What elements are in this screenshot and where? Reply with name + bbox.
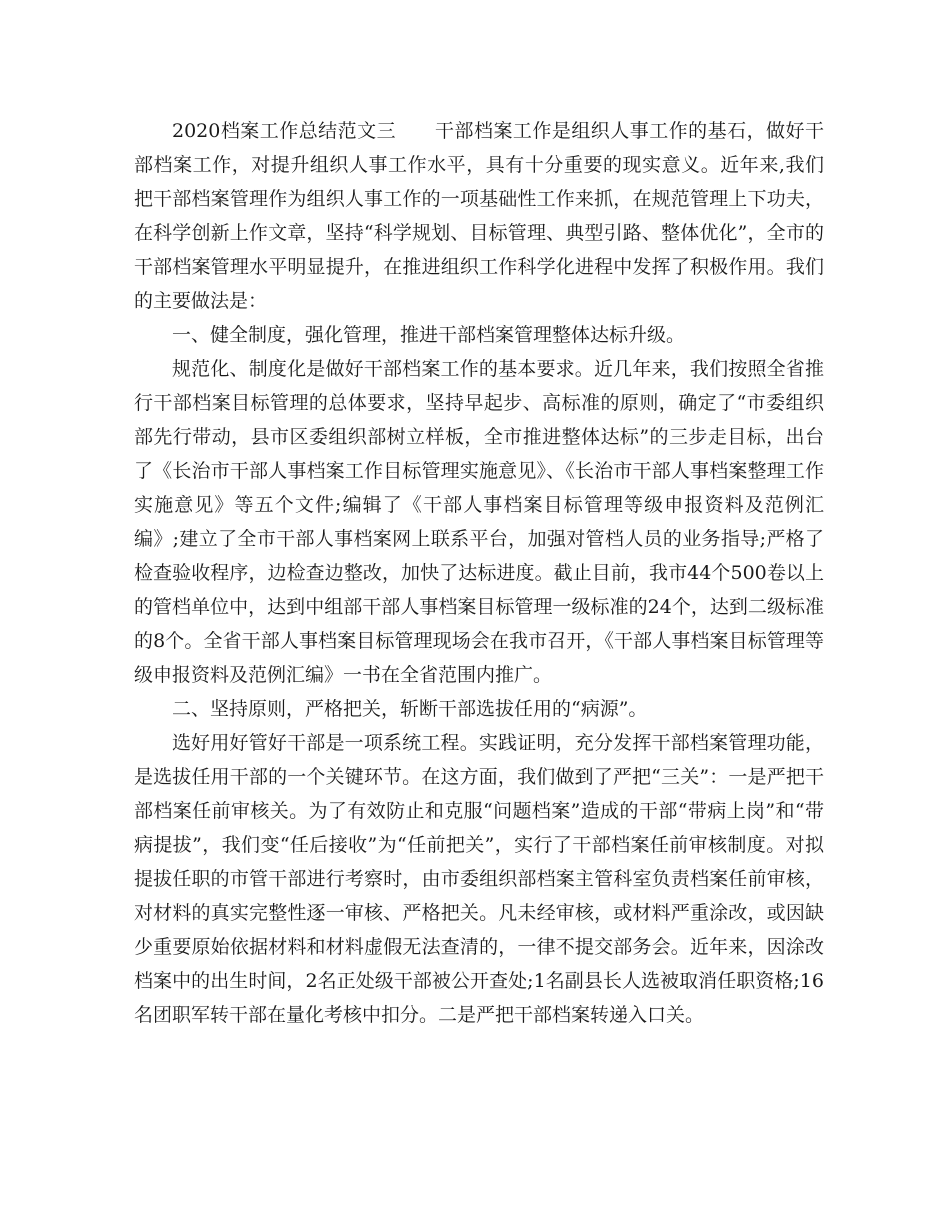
paragraph-intro: 2020档案工作总结范文三 干部档案工作是组织人事工作的基石，做好干部档案工作，对提升组织人事工作水平，具有十分重要的现实意义。近年来,我们把干部档案管理作为组织人事工作的一项基础性工作来抓，在规范管理上下功夫，在科学创新上作文章，坚持“科学规划、目标管理、典型引路、整体优化”，全市的干部档案管理水平明显提升，在推进组织工作科学化进程中发挥了积极作用。我们的主要做法是： [134,120,824,312]
paragraph-section-1: 规范化、制度化是做好干部档案工作的基本要求。近几年来，我们按照全省推行干部档案目标管理的总体要求，坚持早起步、高标准的原则，确定了“市委组织部先行带动，县市区委组织部树立样板，全市推进整体达标”的三步走目标，出台了《长治市干部人事档案工作目标管理实施意见》、《长治市干部人事档案整理工作实施意见》等五个文件;编辑了《干部人事档案目标管理等级申报资料及范例汇编》;建立了全市干部人事档案网上联系平台，加强对管档人员的业务指导;严格了检查验收程序，边检查边整改，加快了达标进度。截止目前，我市44个500卷以上的管档单位中，达到中组部干部人事档案目标管理一级标准的24个，达到二级标准的8个。全省干部人事档案目标管理现场会在我市召开，《干部人事档案目标管理等级申报资料及范例汇编》一书在全省范围内推广。 [134,358,824,686]
paragraph-section-2: 选好用好管好干部是一项系统工程。实践证明，充分发挥干部档案管理功能，是选拔任用干部的一个关键环节。在这方面，我们做到了严把“三关”：一是严把干部档案任前审核关。为了有效防止和克服“问题档案”造成的干部“带病上岗”和“带病提拔”，我们变“任后接收”为“任前把关”，实行了干部档案任前审核制度。对拟提拔任职的市管干部进行考察时，由市委组织部档案主管科室负责档案任前审核，对材料的真实完整性逐一审核、严格把关。凡未经审核，或材料严重涂改，或因缺少重要原始依据材料和材料虚假无法查清的，一律不提交部务会。近年来，因涂改档案中的出生时间，2名正处级干部被公开查处;1名副县长人选被取消任职资格;16名团职军转干部在量化考核中扣分。二是严把干部档案转递入口关。 [134,732,824,1026]
section-heading-1: 一、健全制度，强化管理，推进干部档案管理整体达标升级。 [172,324,686,346]
section-heading-2: 二、坚持原则，严格把关，斩断干部选拔任用的“病源”。 [172,698,648,720]
document-body [134,114,824,1032]
